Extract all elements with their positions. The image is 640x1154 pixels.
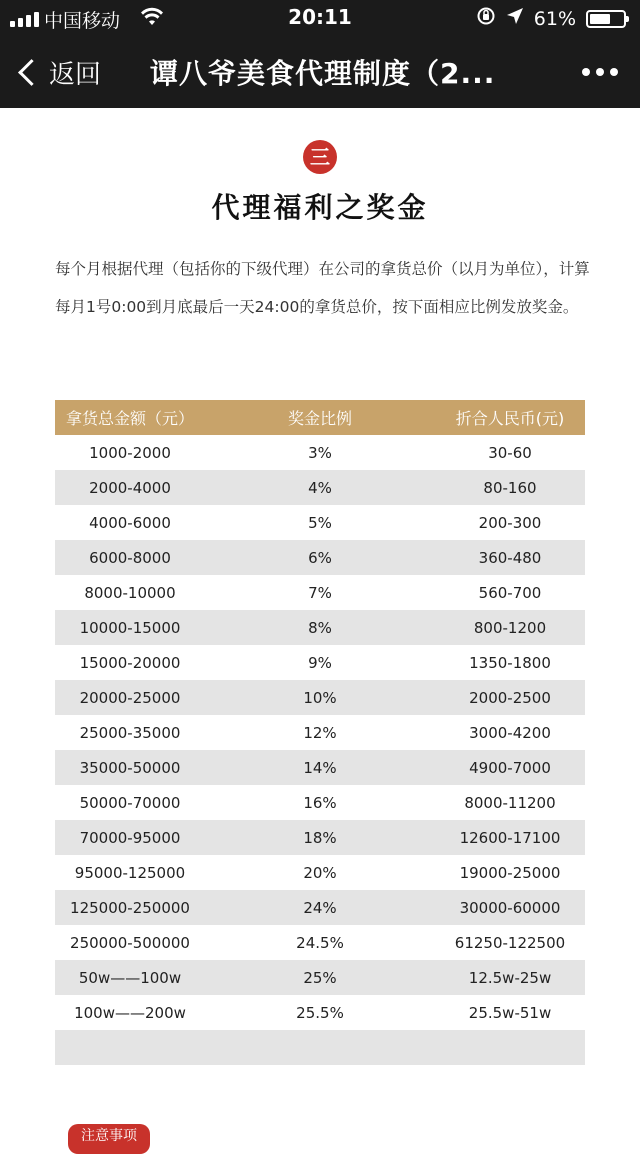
clock: 20:11 — [288, 5, 352, 29]
cell-ratio: 5% — [308, 513, 332, 532]
cell-rmb: 800-1200 — [473, 618, 547, 637]
cell-ratio: 7% — [308, 583, 332, 602]
cell-rmb: 12600-17100 — [459, 828, 561, 847]
cell-ratio: 14% — [303, 758, 337, 777]
cell-amount: 250000-500000 — [70, 933, 190, 952]
cell-amount: 2000-4000 — [89, 478, 171, 497]
cell-ratio: 25% — [303, 968, 337, 987]
table-row — [55, 995, 585, 1030]
cell-ratio: 12% — [303, 723, 337, 742]
table-row — [55, 610, 585, 645]
cell-rmb: 560-700 — [478, 583, 542, 602]
cell-ratio: 25.5% — [296, 1003, 344, 1022]
status-bar — [0, 0, 640, 36]
cell-ratio: 16% — [303, 793, 337, 812]
cell-amount: 50w——100w — [78, 968, 182, 987]
cell-ratio: 8% — [308, 618, 332, 637]
table-filler-row — [55, 1030, 585, 1065]
cell-ratio: 20% — [303, 863, 337, 882]
cell-amount: 50000-70000 — [79, 793, 181, 812]
table-row — [55, 750, 585, 785]
cell-amount: 100w——200w — [74, 1003, 186, 1022]
cell-amount: 35000-50000 — [79, 758, 181, 777]
cell-rmb: 25.5w-51w — [468, 1003, 552, 1022]
cell-rmb: 360-480 — [478, 548, 542, 567]
more-dots-icon — [582, 68, 590, 76]
orientation-lock-icon — [476, 6, 496, 31]
cell-amount: 95000-125000 — [74, 863, 186, 882]
carrier-label: 中国移动 — [44, 10, 121, 32]
location-icon — [506, 7, 524, 30]
cell-rmb: 61250-122500 — [454, 933, 566, 952]
table-row — [55, 645, 585, 680]
table-row — [55, 855, 585, 890]
page-title: 谭八爷美食代理制度（2... — [150, 57, 496, 90]
table-row — [55, 575, 585, 610]
cell-amount: 4000-6000 — [89, 513, 171, 532]
table-row — [55, 470, 585, 505]
cell-rmb: 80-160 — [483, 478, 537, 497]
table-row — [55, 435, 585, 470]
cell-rmb: 19000-25000 — [459, 863, 561, 882]
cell-rmb: 4900-7000 — [469, 758, 551, 777]
cell-ratio: 6% — [308, 548, 332, 567]
back-label: 返回 — [49, 60, 102, 90]
table-row — [55, 925, 585, 960]
cell-amount: 70000-95000 — [79, 828, 181, 847]
section-number-badge: 三 — [303, 140, 337, 174]
cell-amount: 20000-25000 — [79, 688, 181, 707]
cell-amount: 15000-20000 — [79, 653, 181, 672]
cell-amount: 25000-35000 — [79, 723, 181, 742]
cell-rmb: 2000-2500 — [469, 688, 551, 707]
cell-ratio: 9% — [308, 653, 332, 672]
cell-rmb: 3000-4200 — [469, 723, 551, 742]
cell-ratio: 4% — [308, 478, 332, 497]
cell-rmb: 1350-1800 — [469, 653, 551, 672]
back-button[interactable] — [16, 54, 101, 91]
table-row — [55, 785, 585, 820]
table-row — [55, 820, 585, 855]
cell-amount: 125000-250000 — [70, 898, 190, 917]
bonus-table — [55, 400, 585, 1065]
chevron-left-icon — [18, 59, 45, 86]
cell-rmb: 12.5w-25w — [468, 968, 552, 987]
status-right — [476, 6, 626, 31]
table-row — [55, 505, 585, 540]
cell-ratio: 24% — [303, 898, 337, 917]
cell-rmb: 30000-60000 — [459, 898, 561, 917]
section-title: 代理福利之奖金 — [211, 191, 429, 224]
header-ratio: 奖金比例 — [287, 409, 352, 428]
header-rmb: 折合人民币(元) — [455, 409, 565, 428]
cell-ratio: 18% — [303, 828, 337, 847]
table-row — [55, 960, 585, 995]
nav-bar — [0, 36, 640, 108]
battery-icon — [586, 10, 626, 28]
cell-ratio: 10% — [303, 688, 337, 707]
table-row — [55, 715, 585, 750]
more-button[interactable] — [582, 68, 618, 76]
cell-rmb: 8000-11200 — [464, 793, 556, 812]
notice-tag: 注意事项 — [68, 1124, 150, 1154]
table-row — [55, 890, 585, 925]
table-row — [55, 540, 585, 575]
cell-ratio: 3% — [308, 443, 332, 462]
top-bar — [0, 0, 640, 108]
cell-amount: 10000-15000 — [79, 618, 181, 637]
header-amount: 拿货总金额（元） — [65, 409, 194, 428]
table-row — [55, 680, 585, 715]
cell-amount: 1000-2000 — [89, 443, 171, 462]
cell-rmb: 30-60 — [488, 443, 532, 462]
intro-paragraph: 每个月根据代理（包括你的下级代理）在公司的拿货总价（以月为单位），计算每月1号0:00到月底最后一天24:00的拿货总价，按下面相应比例发放奖金。 — [55, 260, 590, 316]
table-body — [55, 435, 585, 1030]
cell-amount: 8000-10000 — [84, 583, 176, 602]
cell-rmb: 200-300 — [478, 513, 542, 532]
cell-amount: 6000-8000 — [89, 548, 171, 567]
battery-percent: 61% — [533, 7, 576, 30]
table-header — [55, 400, 585, 435]
cell-ratio: 24.5% — [296, 933, 344, 952]
